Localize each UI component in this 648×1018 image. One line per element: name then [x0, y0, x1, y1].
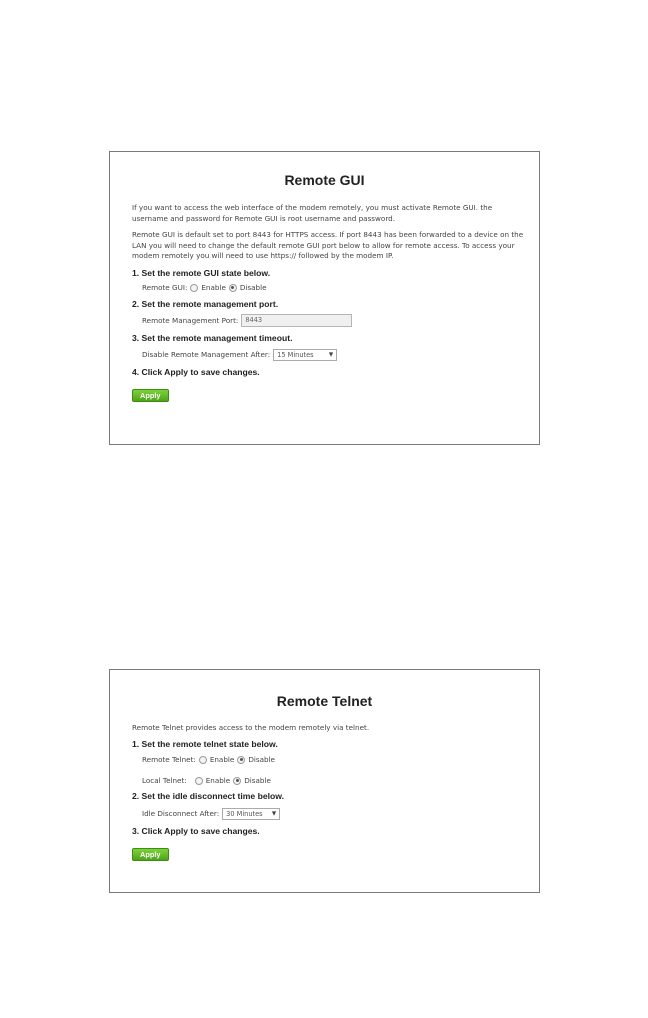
remote-gui-state-row	[132, 281, 539, 295]
remote-gui-intro-line: username and password for Remote GUI is root username and password.	[132, 213, 396, 223]
local-telnet-enable-label[interactable]: Enable	[205, 776, 231, 786]
remote-telnet-step-1: 1. Set the remote telnet state below.	[132, 738, 278, 749]
remote-gui-step-2: 2. Set the remote management port.	[132, 298, 279, 309]
remote-gui-step-4: 4. Click Apply to save changes.	[132, 366, 260, 377]
remote-gui-apply-button[interactable]: Apply	[132, 389, 169, 402]
remote-telnet-apply-row	[132, 842, 539, 861]
idle-disconnect-row	[132, 807, 539, 821]
remote-gui-port-info-line: LAN you will need to change the default remote GUI port below to allow for remote access. To access your	[132, 240, 515, 250]
remote-telnet-apply-button[interactable]: Apply	[132, 848, 169, 861]
idle-disconnect-select[interactable]	[222, 808, 280, 820]
remote-telnet-enable-label[interactable]: Enable	[209, 755, 235, 765]
local-telnet-disable-radio[interactable]	[233, 777, 241, 785]
remote-gui-title: Remote GUI	[284, 172, 365, 188]
remote-gui-timeout-select[interactable]	[273, 349, 337, 361]
remote-gui-timeout-row	[132, 348, 539, 362]
idle-disconnect-label: Idle Disconnect After:	[142, 809, 220, 819]
remote-gui-disable-radio[interactable]	[229, 284, 237, 292]
local-telnet-row	[132, 774, 539, 788]
remote-telnet-enable-radio[interactable]	[199, 756, 207, 764]
remote-telnet-label: Remote Telnet:	[142, 755, 196, 765]
remote-gui-port-label: Remote Management Port:	[142, 316, 239, 326]
remote-telnet-row	[132, 753, 539, 767]
idle-disconnect-value: 30 Minutes	[226, 809, 263, 818]
remote-telnet-intro: Remote Telnet provides access to the modem remotely via telnet.	[132, 723, 370, 732]
remote-telnet-disable-label[interactable]: Disable	[248, 755, 275, 765]
remote-gui-intro-line: If you want to access the web interface of the modem remotely, you must activate Remote GUI. the	[132, 203, 493, 212]
remote-gui-port-info	[132, 230, 539, 262]
local-telnet-enable-radio[interactable]	[195, 777, 203, 785]
remote-management-port-input[interactable]: 8443	[241, 314, 352, 327]
remote-gui-state-label: Remote GUI:	[142, 283, 188, 293]
remote-telnet-step-2: 2. Set the idle disconnect time below.	[132, 790, 285, 801]
remote-gui-disable-label[interactable]: Disable	[239, 283, 267, 293]
remote-telnet-panel	[109, 669, 540, 893]
remote-gui-port-info-line: modem remotely you will need to use https:// followed by the modem IP.	[132, 251, 394, 261]
local-telnet-disable-label[interactable]: Disable	[244, 776, 271, 786]
remote-gui-apply-row	[132, 383, 539, 402]
remote-gui-intro	[132, 203, 539, 224]
remote-gui-enable-label[interactable]: Enable	[201, 283, 226, 293]
remote-gui-enable-radio[interactable]	[190, 284, 198, 292]
remote-telnet-step-3: 3. Click Apply to save changes.	[132, 825, 260, 836]
remote-telnet-disable-radio[interactable]	[237, 756, 245, 764]
remote-gui-timeout-value: 15 Minutes	[277, 350, 314, 359]
remote-gui-port-row	[132, 314, 539, 328]
remote-gui-timeout-label: Disable Remote Management After:	[142, 350, 271, 360]
remote-telnet-title: Remote Telnet	[276, 693, 373, 709]
chevron-down-icon: ▼	[271, 810, 277, 817]
local-telnet-label: Local Telnet:	[142, 776, 187, 786]
remote-gui-step-1: 1. Set the remote GUI state below.	[132, 267, 271, 278]
remote-gui-port-info-line: Remote GUI is default set to port 8443 for HTTPS access. If port 8443 has been forwarded to a device on the	[132, 230, 524, 240]
remote-gui-step-3: 3. Set the remote management timeout.	[132, 332, 293, 343]
chevron-down-icon: ▼	[328, 351, 334, 358]
remote-gui-panel	[109, 151, 540, 445]
